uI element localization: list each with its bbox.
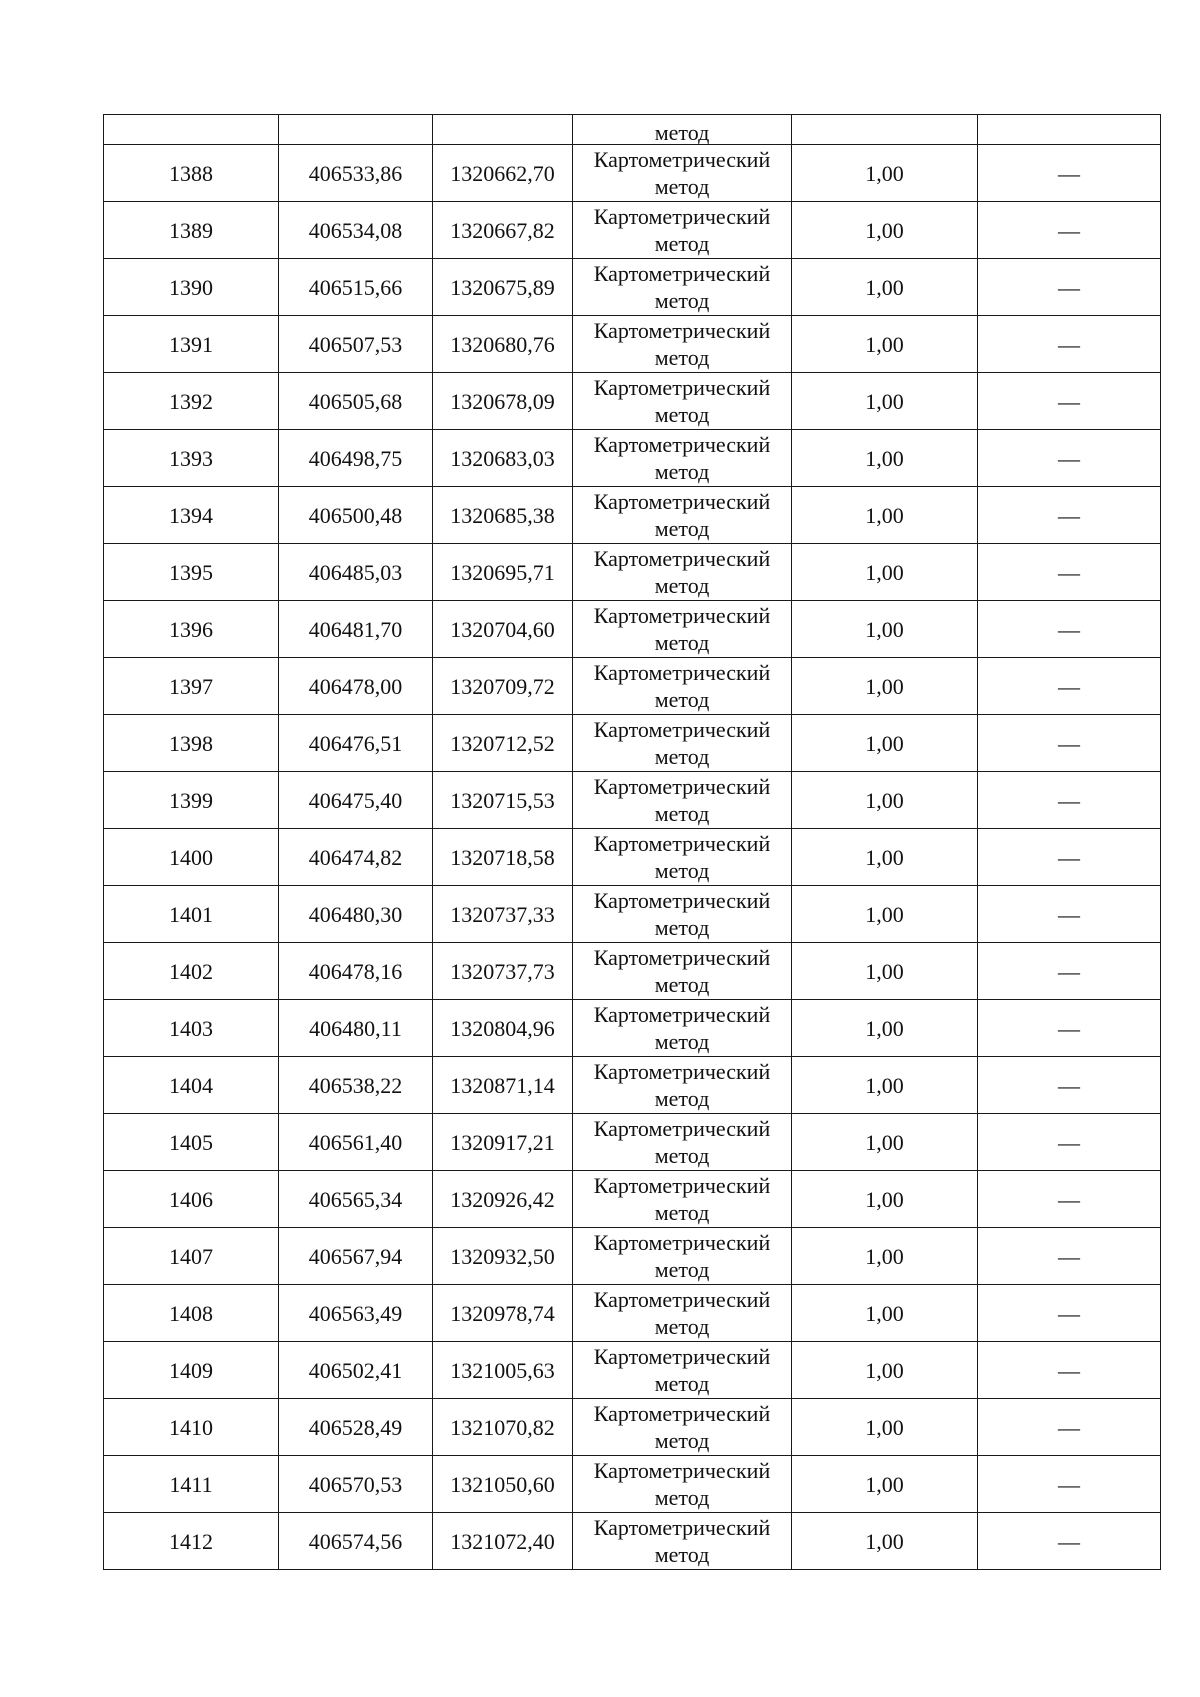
method-line-2: метод — [654, 687, 710, 712]
x-coordinate-cell: 406481,70 — [279, 601, 433, 658]
x-coordinate-cell: 406500,48 — [279, 487, 433, 544]
table-row — [104, 145, 1161, 202]
y-coordinate-cell: 1320871,14 — [433, 1057, 573, 1114]
method-cell — [573, 601, 792, 658]
x-coordinate-cell: 406561,40 — [279, 1114, 433, 1171]
table-row — [104, 943, 1161, 1000]
method-line-1: Картометрический — [593, 945, 771, 970]
accuracy-cell: 1,00 — [792, 1057, 978, 1114]
y-coordinate-cell: 1320718,58 — [433, 829, 573, 886]
table-row — [104, 1285, 1161, 1342]
y-coordinate-cell: 1320715,53 — [433, 772, 573, 829]
method-line-2: метод — [654, 744, 710, 769]
y-coordinate-cell: 1320704,60 — [433, 601, 573, 658]
description-cell: — — [978, 715, 1161, 772]
description-cell: — — [978, 1057, 1161, 1114]
method-line-1: Картометрический — [593, 1401, 771, 1426]
x-coordinate-cell: 406563,49 — [279, 1285, 433, 1342]
method-line-1: Картометрический — [593, 489, 771, 514]
table-row — [104, 601, 1161, 658]
x-coordinate-cell: 406502,41 — [279, 1342, 433, 1399]
point-number-cell — [104, 115, 279, 145]
method-line-1: Картометрический — [593, 1344, 771, 1369]
point-number-cell: 1409 — [104, 1342, 279, 1399]
method-cell — [573, 829, 792, 886]
method-cell — [573, 259, 792, 316]
x-coordinate-cell: 406565,34 — [279, 1171, 433, 1228]
method-line-2: метод — [654, 174, 710, 199]
method-cell — [573, 544, 792, 601]
description-cell: — — [978, 316, 1161, 373]
accuracy-cell: 1,00 — [792, 430, 978, 487]
table-row — [104, 1171, 1161, 1228]
method-line-1: Картометрический — [593, 1002, 771, 1027]
method-line-2: метод — [654, 1314, 710, 1339]
method-line-1: Картометрический — [593, 1173, 771, 1198]
method-line-2: метод — [654, 1086, 710, 1111]
description-cell: — — [978, 829, 1161, 886]
accuracy-cell: 1,00 — [792, 373, 978, 430]
point-number-cell: 1400 — [104, 829, 279, 886]
accuracy-cell: 1,00 — [792, 1513, 978, 1570]
method-line-1: Картометрический — [593, 831, 771, 856]
y-coordinate-cell — [433, 115, 573, 145]
method-line-1: Картометрический — [593, 888, 771, 913]
x-coordinate-cell: 406505,68 — [279, 373, 433, 430]
method-cell — [573, 715, 792, 772]
x-coordinate-cell: 406528,49 — [279, 1399, 433, 1456]
method-line-1: Картометрический — [593, 432, 771, 457]
y-coordinate-cell: 1320709,72 — [433, 658, 573, 715]
point-number-cell: 1392 — [104, 373, 279, 430]
accuracy-cell: 1,00 — [792, 544, 978, 601]
x-coordinate-cell: 406498,75 — [279, 430, 433, 487]
y-coordinate-cell: 1320932,50 — [433, 1228, 573, 1285]
method-line-1: Картометрический — [593, 717, 771, 742]
description-cell: — — [978, 259, 1161, 316]
method-cell — [573, 1399, 792, 1456]
method-line-2: метод — [654, 459, 710, 484]
description-cell: — — [978, 145, 1161, 202]
y-coordinate-cell: 1321072,40 — [433, 1513, 573, 1570]
method-cell — [573, 373, 792, 430]
method-line-1: Картометрический — [593, 204, 771, 229]
method-cell — [573, 1000, 792, 1057]
method-line-2: метод — [654, 1542, 710, 1567]
description-cell: — — [978, 1000, 1161, 1057]
y-coordinate-cell: 1320667,82 — [433, 202, 573, 259]
method-line-2: метод — [654, 1371, 710, 1396]
method-line-2: метод — [654, 345, 710, 370]
description-cell: — — [978, 1456, 1161, 1513]
method-cell — [573, 145, 792, 202]
point-number-cell: 1405 — [104, 1114, 279, 1171]
description-cell: — — [978, 601, 1161, 658]
accuracy-cell: 1,00 — [792, 829, 978, 886]
x-coordinate-cell — [279, 115, 433, 145]
y-coordinate-cell: 1320978,74 — [433, 1285, 573, 1342]
table-row — [104, 1228, 1161, 1285]
table-row — [104, 487, 1161, 544]
y-coordinate-cell: 1320737,73 — [433, 943, 573, 1000]
x-coordinate-cell: 406485,03 — [279, 544, 433, 601]
method-line-2: метод — [654, 1029, 710, 1054]
x-coordinate-cell: 406507,53 — [279, 316, 433, 373]
point-number-cell: 1395 — [104, 544, 279, 601]
x-coordinate-cell: 406474,82 — [279, 829, 433, 886]
method-line-2: метод — [654, 288, 710, 313]
point-number-cell: 1391 — [104, 316, 279, 373]
accuracy-cell: 1,00 — [792, 772, 978, 829]
x-coordinate-cell: 406476,51 — [279, 715, 433, 772]
accuracy-cell: 1,00 — [792, 1228, 978, 1285]
method-line-1: Картометрический — [593, 1515, 771, 1540]
accuracy-cell: 1,00 — [792, 259, 978, 316]
method-cell — [573, 1171, 792, 1228]
accuracy-cell: 1,00 — [792, 1285, 978, 1342]
table-row — [104, 658, 1161, 715]
point-number-cell: 1389 — [104, 202, 279, 259]
accuracy-cell: 1,00 — [792, 487, 978, 544]
method-cell — [573, 1342, 792, 1399]
description-cell: — — [978, 487, 1161, 544]
point-number-cell: 1393 — [104, 430, 279, 487]
point-number-cell: 1398 — [104, 715, 279, 772]
description-cell: — — [978, 373, 1161, 430]
accuracy-cell: 1,00 — [792, 715, 978, 772]
description-cell: — — [978, 202, 1161, 259]
method-line-2: метод — [654, 915, 710, 940]
description-cell: — — [978, 1285, 1161, 1342]
accuracy-cell: 1,00 — [792, 1342, 978, 1399]
table-row — [104, 1456, 1161, 1513]
y-coordinate-cell: 1320712,52 — [433, 715, 573, 772]
x-coordinate-cell: 406567,94 — [279, 1228, 433, 1285]
method-line-2: метод — [654, 516, 710, 541]
point-number-cell: 1403 — [104, 1000, 279, 1057]
method-cell — [573, 886, 792, 943]
table-row — [104, 1513, 1161, 1570]
point-number-cell: 1390 — [104, 259, 279, 316]
point-number-cell: 1406 — [104, 1171, 279, 1228]
table-row — [104, 886, 1161, 943]
method-line-1: Картометрический — [593, 1116, 771, 1141]
table-row — [104, 373, 1161, 430]
point-number-cell: 1394 — [104, 487, 279, 544]
method-cell: метод — [573, 115, 792, 145]
accuracy-cell: 1,00 — [792, 658, 978, 715]
accuracy-cell: 1,00 — [792, 943, 978, 1000]
y-coordinate-cell: 1320917,21 — [433, 1114, 573, 1171]
y-coordinate-cell: 1320926,42 — [433, 1171, 573, 1228]
y-coordinate-cell: 1320804,96 — [433, 1000, 573, 1057]
method-line-2: метод — [654, 972, 710, 997]
method-line-2: метод — [654, 1143, 710, 1168]
x-coordinate-cell: 406475,40 — [279, 772, 433, 829]
x-coordinate-cell: 406480,30 — [279, 886, 433, 943]
method-line-2: метод — [654, 1200, 710, 1225]
method-line-2: метод — [654, 801, 710, 826]
method-line-1: Картометрический — [593, 375, 771, 400]
point-number-cell: 1412 — [104, 1513, 279, 1570]
table-row — [104, 1000, 1161, 1057]
method-cell — [573, 658, 792, 715]
point-number-cell: 1397 — [104, 658, 279, 715]
method-line-2: метод — [654, 231, 710, 256]
method-line-2: метод — [654, 858, 710, 883]
table-row — [104, 1342, 1161, 1399]
x-coordinate-cell: 406515,66 — [279, 259, 433, 316]
method-line-1: Картометрический — [593, 1230, 771, 1255]
table-row — [104, 1399, 1161, 1456]
method-cell — [573, 316, 792, 373]
x-coordinate-cell: 406478,00 — [279, 658, 433, 715]
table-row — [104, 430, 1161, 487]
x-coordinate-cell: 406478,16 — [279, 943, 433, 1000]
point-number-cell: 1396 — [104, 601, 279, 658]
accuracy-cell: 1,00 — [792, 1000, 978, 1057]
accuracy-cell: 1,00 — [792, 1456, 978, 1513]
x-coordinate-cell: 406533,86 — [279, 145, 433, 202]
accuracy-cell: 1,00 — [792, 601, 978, 658]
table-row — [104, 544, 1161, 601]
point-number-cell: 1401 — [104, 886, 279, 943]
table-row — [104, 1114, 1161, 1171]
y-coordinate-cell: 1321050,60 — [433, 1456, 573, 1513]
accuracy-cell: 1,00 — [792, 145, 978, 202]
description-cell: — — [978, 430, 1161, 487]
coordinates-table — [103, 114, 1161, 1570]
table-row — [104, 259, 1161, 316]
y-coordinate-cell: 1320683,03 — [433, 430, 573, 487]
method-line-1: Картометрический — [593, 261, 771, 286]
table-row — [104, 715, 1161, 772]
method-line-1: Картометрический — [593, 1059, 771, 1084]
y-coordinate-cell: 1321005,63 — [433, 1342, 573, 1399]
accuracy-cell: 1,00 — [792, 1399, 978, 1456]
description-cell: — — [978, 1114, 1161, 1171]
method-cell — [573, 1114, 792, 1171]
method-line-1: Картометрический — [593, 546, 771, 571]
accuracy-cell: 1,00 — [792, 886, 978, 943]
method-line-1: Картометрический — [593, 603, 771, 628]
method-line-1: Картометрический — [593, 147, 771, 172]
method-line-1: Картометрический — [593, 660, 771, 685]
method-line-2: метод — [654, 573, 710, 598]
description-cell: — — [978, 1228, 1161, 1285]
method-cell — [573, 1513, 792, 1570]
y-coordinate-cell: 1320680,76 — [433, 316, 573, 373]
table-row — [104, 829, 1161, 886]
method-line-2: метод — [654, 1257, 710, 1282]
accuracy-cell: 1,00 — [792, 1171, 978, 1228]
method-cell — [573, 772, 792, 829]
x-coordinate-cell: 406538,22 — [279, 1057, 433, 1114]
description-cell: — — [978, 772, 1161, 829]
method-cell — [573, 943, 792, 1000]
accuracy-cell: 1,00 — [792, 316, 978, 373]
y-coordinate-cell: 1320675,89 — [433, 259, 573, 316]
method-cell — [573, 202, 792, 259]
accuracy-cell — [792, 115, 978, 145]
y-coordinate-cell: 1320737,33 — [433, 886, 573, 943]
y-coordinate-cell: 1320662,70 — [433, 145, 573, 202]
method-cell — [573, 1456, 792, 1513]
method-line-1: Картометрический — [593, 774, 771, 799]
y-coordinate-cell: 1320678,09 — [433, 373, 573, 430]
description-cell: — — [978, 544, 1161, 601]
method-cell — [573, 1285, 792, 1342]
x-coordinate-cell: 406480,11 — [279, 1000, 433, 1057]
table-row — [104, 316, 1161, 373]
accuracy-cell: 1,00 — [792, 202, 978, 259]
point-number-cell: 1410 — [104, 1399, 279, 1456]
method-line-1: Картометрический — [593, 1458, 771, 1483]
method-line-2: метод — [654, 1485, 710, 1510]
method-cell — [573, 430, 792, 487]
description-cell: — — [978, 1399, 1161, 1456]
table-row — [104, 1057, 1161, 1114]
description-cell: — — [978, 1342, 1161, 1399]
table-row — [104, 772, 1161, 829]
continuation-row — [104, 115, 1161, 145]
method-line-1: Картометрический — [593, 1287, 771, 1312]
point-number-cell: 1404 — [104, 1057, 279, 1114]
y-coordinate-cell: 1321070,82 — [433, 1399, 573, 1456]
point-number-cell: 1399 — [104, 772, 279, 829]
point-number-cell: 1411 — [104, 1456, 279, 1513]
point-number-cell: 1407 — [104, 1228, 279, 1285]
method-cell — [573, 1057, 792, 1114]
method-cell — [573, 1228, 792, 1285]
method-line-1: Картометрический — [593, 318, 771, 343]
x-coordinate-cell: 406574,56 — [279, 1513, 433, 1570]
method-line-2: метод — [654, 1428, 710, 1453]
description-cell: — — [978, 1171, 1161, 1228]
x-coordinate-cell: 406570,53 — [279, 1456, 433, 1513]
point-number-cell: 1402 — [104, 943, 279, 1000]
description-cell — [978, 115, 1161, 145]
y-coordinate-cell: 1320695,71 — [433, 544, 573, 601]
description-cell: — — [978, 658, 1161, 715]
table-body — [104, 115, 1161, 1570]
method-line-2: метод — [654, 402, 710, 427]
table-row — [104, 202, 1161, 259]
y-coordinate-cell: 1320685,38 — [433, 487, 573, 544]
description-cell: — — [978, 943, 1161, 1000]
accuracy-cell: 1,00 — [792, 1114, 978, 1171]
point-number-cell: 1408 — [104, 1285, 279, 1342]
x-coordinate-cell: 406534,08 — [279, 202, 433, 259]
description-cell: — — [978, 1513, 1161, 1570]
description-cell: — — [978, 886, 1161, 943]
point-number-cell: 1388 — [104, 145, 279, 202]
method-cell — [573, 487, 792, 544]
method-line-2: метод — [654, 630, 710, 655]
